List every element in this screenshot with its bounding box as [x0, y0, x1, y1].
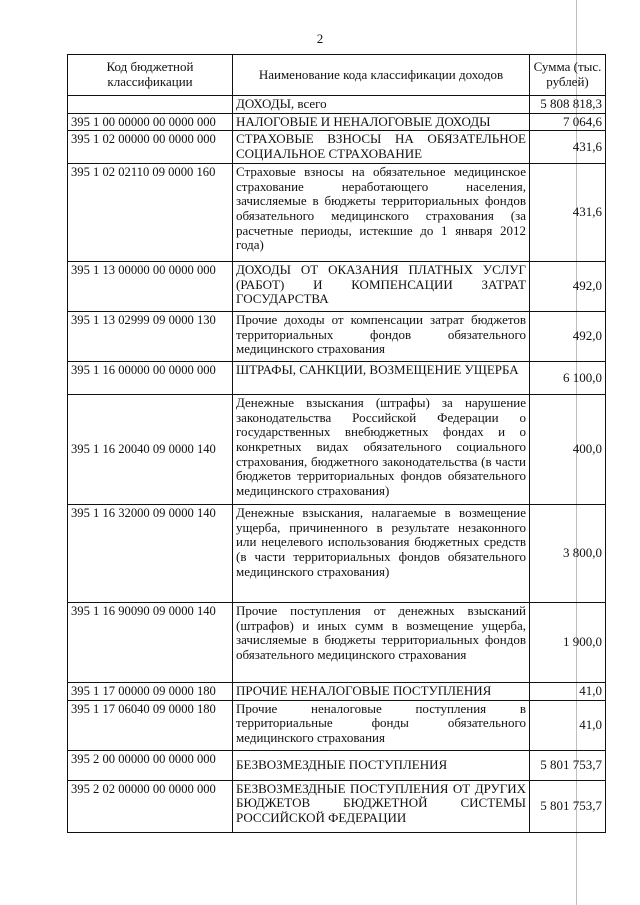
row-code: 395 2 00 00000 00 0000 000: [68, 750, 233, 780]
row-sum: 7 064,6: [530, 113, 606, 131]
row-code: 395 1 02 02110 09 0000 160: [68, 164, 233, 262]
scan-fold-line: [576, 0, 577, 905]
row-code: 395 1 17 00000 09 0000 180: [68, 683, 233, 701]
row-sum: 492,0: [530, 312, 606, 362]
row-sum: 5 801 753,7: [530, 750, 606, 780]
table-row: [68, 780, 606, 832]
row-name: ДОХОДЫ, всего: [233, 96, 530, 114]
row-sum: 6 100,0: [530, 362, 606, 395]
row-name: Прочие доходы от компенсации затрат бюджетов территориальных фондов обязательного медицинского страхования: [233, 312, 530, 362]
row-name: ШТРАФЫ, САНКЦИИ, ВОЗМЕЩЕНИЕ УЩЕРБА: [233, 362, 530, 395]
row-code: 395 1 16 90090 09 0000 140: [68, 603, 233, 683]
table-row: [68, 750, 606, 780]
row-code: [68, 96, 233, 114]
table-row: [68, 164, 606, 262]
row-code: 395 1 00 00000 00 0000 000: [68, 113, 233, 131]
row-name: Страховые взносы на обязательное медицинское страхование неработающего населения, зачисляемые в бюджеты территориальных фондов обязательного медицинского страхования (за расчетные периоды, истекшие до 1 января 2012 года): [233, 164, 530, 262]
row-code: 395 2 02 00000 00 0000 000: [68, 780, 233, 832]
row-name: СТРАХОВЫЕ ВЗНОСЫ НА ОБЯЗАТЕЛЬНОЕ СОЦИАЛЬНОЕ СТРАХОВАНИЕ: [233, 131, 530, 164]
table-row: [68, 395, 606, 505]
page-number: 2: [316, 31, 324, 46]
column-header-name: Наименование кода классификации доходов: [233, 55, 530, 96]
row-sum: 41,0: [530, 683, 606, 701]
table-row: [68, 262, 606, 312]
row-code: 395 1 16 00000 00 0000 000: [68, 362, 233, 395]
row-name: Прочие неналоговые поступления в территориальные фонды обязательного медицинского страхования: [233, 700, 530, 750]
row-code: 395 1 13 02999 09 0000 130: [68, 312, 233, 362]
row-sum: 41,0: [530, 700, 606, 750]
row-sum: 1 900,0: [530, 603, 606, 683]
row-sum: 431,6: [530, 164, 606, 262]
table-row: [68, 505, 606, 603]
table-row: [68, 131, 606, 164]
table-row: [68, 603, 606, 683]
revenue-table: [67, 54, 606, 833]
row-sum: 5 801 753,7: [530, 780, 606, 832]
table-row: [68, 362, 606, 395]
row-code: 395 1 16 32000 09 0000 140: [68, 505, 233, 603]
row-name: Денежные взыскания, налагаемые в возмещение ущерба, причиненного в результате незаконного или нецелевого использования бюджетных средств (в части территориальных фондов обязательного медицинского страхования): [233, 505, 530, 603]
table-row: [68, 113, 606, 131]
row-name: НАЛОГОВЫЕ И НЕНАЛОГОВЫЕ ДОХОДЫ: [233, 113, 530, 131]
row-code: 395 1 17 06040 09 0000 180: [68, 700, 233, 750]
row-name: ДОХОДЫ ОТ ОКАЗАНИЯ ПЛАТНЫХ УСЛУГ (РАБОТ) И КОМПЕНСАЦИИ ЗАТРАТ ГОСУДАРСТВА: [233, 262, 530, 312]
row-name: Денежные взыскания (штрафы) за нарушение законодательства Российской Федерации о государственных внебюджетных фондах и о конкретных видах обязательного социального страхования, бюджетного законодательства (в части бюджетов территориальных фондов обязательного медицинского страхования): [233, 395, 530, 505]
row-sum: 5 808 818,3: [530, 96, 606, 114]
row-sum: 431,6: [530, 131, 606, 164]
row-sum: 3 800,0: [530, 505, 606, 603]
table-header-row: [68, 55, 606, 96]
column-header-sum: Сумма (тыс. рублей): [530, 55, 606, 96]
table-row: [68, 96, 606, 114]
column-header-code: Код бюджетной классификации: [68, 55, 233, 96]
row-code: 395 1 13 00000 00 0000 000: [68, 262, 233, 312]
row-sum: 400,0: [530, 395, 606, 505]
row-name: ПРОЧИЕ НЕНАЛОГОВЫЕ ПОСТУПЛЕНИЯ: [233, 683, 530, 701]
row-code: 395 1 02 00000 00 0000 000: [68, 131, 233, 164]
row-sum: 492,0: [530, 262, 606, 312]
table-row: [68, 312, 606, 362]
row-name: Прочие поступления от денежных взысканий (штрафов) и иных сумм в возмещение ущерба, зачисляемые в бюджеты территориальных фондов обязательного медицинского страхования: [233, 603, 530, 683]
row-code: 395 1 16 20040 09 0000 140: [68, 395, 233, 505]
table-row: [68, 700, 606, 750]
row-name: БЕЗВОЗМЕЗДНЫЕ ПОСТУПЛЕНИЯ ОТ ДРУГИХ БЮДЖЕТОВ БЮДЖЕТНОЙ СИСТЕМЫ РОССИЙСКОЙ ФЕДЕРАЦИИ: [233, 780, 530, 832]
row-name: БЕЗВОЗМЕЗДНЫЕ ПОСТУПЛЕНИЯ: [233, 750, 530, 780]
table-row: [68, 683, 606, 701]
